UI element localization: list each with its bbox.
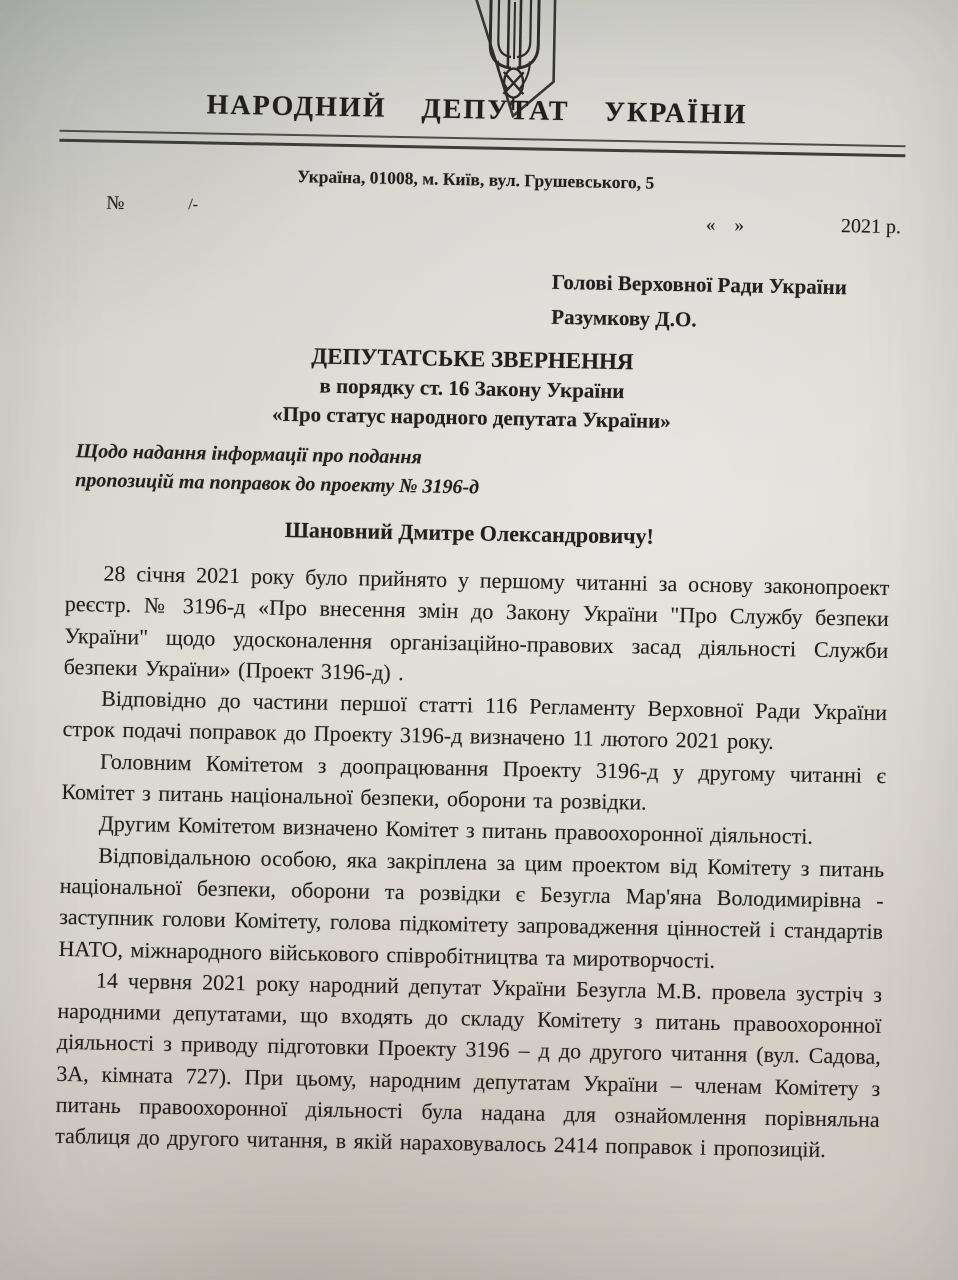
doc-title-sub-1: в порядку ст. 16 Закону України — [319, 373, 625, 403]
addressee-line-2: Разумкову Д.О. — [551, 304, 697, 332]
addressee-line-1: Голові Верховної Ради України — [551, 269, 848, 300]
body-paragraph-6: 14 червня 2021 року народний депутат України Безугла М.В. провела зустріч з народними депутатами, що входять до складу Комітету з питань правоохоронної діяльності з приводу підготовки Проекту 3196 – д до другого читання (вул. Садова, 3А, кімната 727). При цьому, народним депутатам України – членам Комітету з питань правоохоронної діяльності була надана для ознайомлення порівняльна таблиця до другого читання, в якій нараховувалось 2414 поправок і пропозицій. — [54, 967, 883, 1163]
body-paragraph-4: Другим Комітетом визначено Комітет з питань правоохоронної діяльності. — [98, 810, 814, 850]
addressee-block — [551, 265, 847, 340]
body-paragraph-3: Головним Комітетом з доопрацювання Проекту 3196-д у другому читанні є Комітет з питань національної безпеки, оборони та розвідки. — [61, 748, 887, 815]
doc-title-main: ДЕПУТАТСЬКЕ ЗВЕРНЕННЯ — [311, 343, 634, 375]
letterhead-divider — [59, 130, 905, 158]
doc-number-value: /- — [188, 196, 199, 214]
doc-title-block — [0, 336, 952, 442]
org-address: Україна, 01008, м. Київ, вул. Грушевського, 5 — [297, 166, 655, 193]
doc-number-label: № — [106, 192, 125, 214]
salutation: Шановний Дмитре Олександровичу! — [284, 516, 655, 549]
date-year: 2021 р. — [840, 215, 902, 239]
body-paragraph-1: 28 січня 2021 року було прийнято у першому читанні за основу законопроект реєстр. № 3196-д «Про внесення змін до Закону України "Про Службу безпеки України" щодо удосконалення організаційно-правових засад діяльності Служби безпеки України» (Проект 3196-д) . — [63, 560, 890, 686]
letter-body — [55, 557, 890, 1167]
date-placeholder-quotes: « » — [705, 214, 745, 237]
doc-title-sub-2: «Про статус народного депутата України» — [271, 401, 671, 433]
body-paragraph-2: Відповідно до частини першої статті 116 Регламенту Верховної Ради України строк подачі поправок до Проекту 3196-д визначено 11 лютого 2021 року. — [62, 685, 888, 755]
subject-block — [75, 437, 480, 501]
subject-line-1: Щодо надання інформації про подання — [75, 440, 422, 469]
subject-line-2: пропозицій та поправок до проекту № 3196-д — [75, 468, 480, 498]
org-title: НАРОДНИЙ ДЕПУТАТ УКРАЇНИ — [206, 89, 748, 131]
body-paragraph-5: Відповідальною особою, яка закріплена за цим проектом від Комітету з питань національної безпеки, оборони та розвідки є Безугла Мар'яна Володимирівна - заступник голови Комітету, голова підкомітету запровадження цінностей і стандартів НАТО, міжнародного військового співробітництва та миротворчості. — [58, 842, 885, 973]
